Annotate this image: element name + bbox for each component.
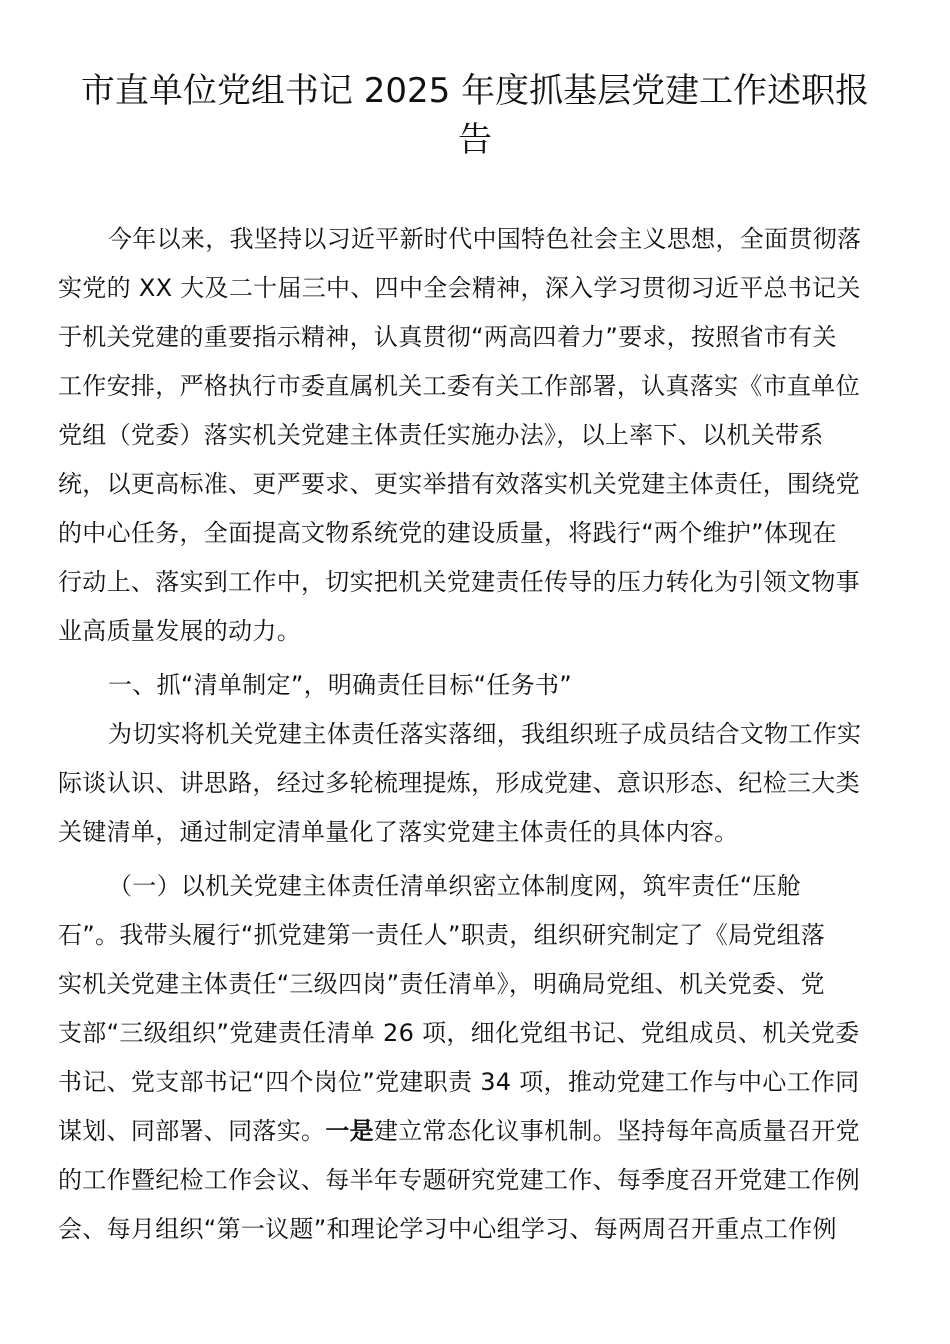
subsection-line: （一）以机关党建主体责任清单织密立体制度网，筑牢责任“压舱 — [108, 872, 802, 900]
paragraph-line: 实机关党建主体责任“三级四岗”责任清单》，明确局党组、机关党委、党 — [58, 970, 825, 998]
document-title-line-1: 市直单位党组书记 2025 年度抓基层党建工作述职报 — [80, 71, 870, 111]
paragraph-line: 关键清单，通过制定清单量化了落实党建主体责任的具体内容。 — [58, 818, 739, 846]
emphasis-text: 一是 — [325, 1117, 374, 1145]
text-run: 建立常态化议事机制。坚持每年高质量召开党 — [373, 1117, 860, 1145]
paragraph-line: 的工作暨纪检工作会议、每半年专题研究党建工作、每季度召开党建工作例 — [58, 1166, 860, 1194]
paragraph-line: 实党的 XX 大及二十届三中、四中全会精神，深入学习贯彻习近平总书记关 — [58, 274, 861, 302]
document-title-line-2: 告 — [458, 120, 492, 160]
paragraph-line: 于机关党建的重要指示精神，认真贯彻“两高四着力”要求，按照省市有关 — [58, 323, 837, 351]
text-run: 谋划、同部署、同落实。 — [58, 1117, 326, 1145]
paragraph-line: 支部“三级组织”党建责任清单 26 项，细化党组书记、党组成员、机关党委 — [58, 1019, 860, 1047]
paragraph-line: 会、每月组织“第一议题”和理论学习中心组学习、每两周召开重点工作例 — [58, 1215, 837, 1243]
paragraph-line: 业高质量发展的动力。 — [58, 617, 301, 645]
paragraph-line: 行动上、落实到工作中，切实把机关党建责任传导的压力转化为引领文物事 — [58, 568, 860, 596]
paragraph-line: 书记、党支部书记“四个岗位”党建职责 34 项，推动党建工作与中心工作同 — [58, 1068, 860, 1096]
paragraph-line: 际谈认识、讲思路，经过多轮梳理提炼，形成党建、意识形态、纪检三大类 — [58, 769, 860, 797]
paragraph-line: 今年以来，我坚持以习近平新时代中国特色社会主义思想，全面贯彻落 — [108, 225, 862, 253]
paragraph-line: 党组（党委）落实机关党建主体责任实施办法》，以上率下、以机关带系 — [58, 421, 824, 449]
paragraph-line: 统，以更高标准、更严要求、更实举措有效落实机关党建主体责任，围绕党 — [58, 470, 860, 498]
paragraph-line: 工作安排，严格执行市委直属机关工委有关工作部署，认真落实《市直单位 — [58, 372, 860, 400]
paragraph-line: 为切实将机关党建主体责任落实落细，我组织班子成员结合文物工作实 — [108, 720, 862, 748]
paragraph-line — [58, 1116, 860, 1146]
section-heading: 一、抓“清单制定”，明确责任目标“任务书” — [108, 671, 573, 699]
paragraph-line: 的中心任务，全面提高文物系统党的建设质量，将践行“两个维护”体现在 — [58, 519, 837, 547]
paragraph-line: 石”。我带头履行“抓党建第一责任人”职责，组织研究制定了《局党组落 — [58, 921, 826, 949]
